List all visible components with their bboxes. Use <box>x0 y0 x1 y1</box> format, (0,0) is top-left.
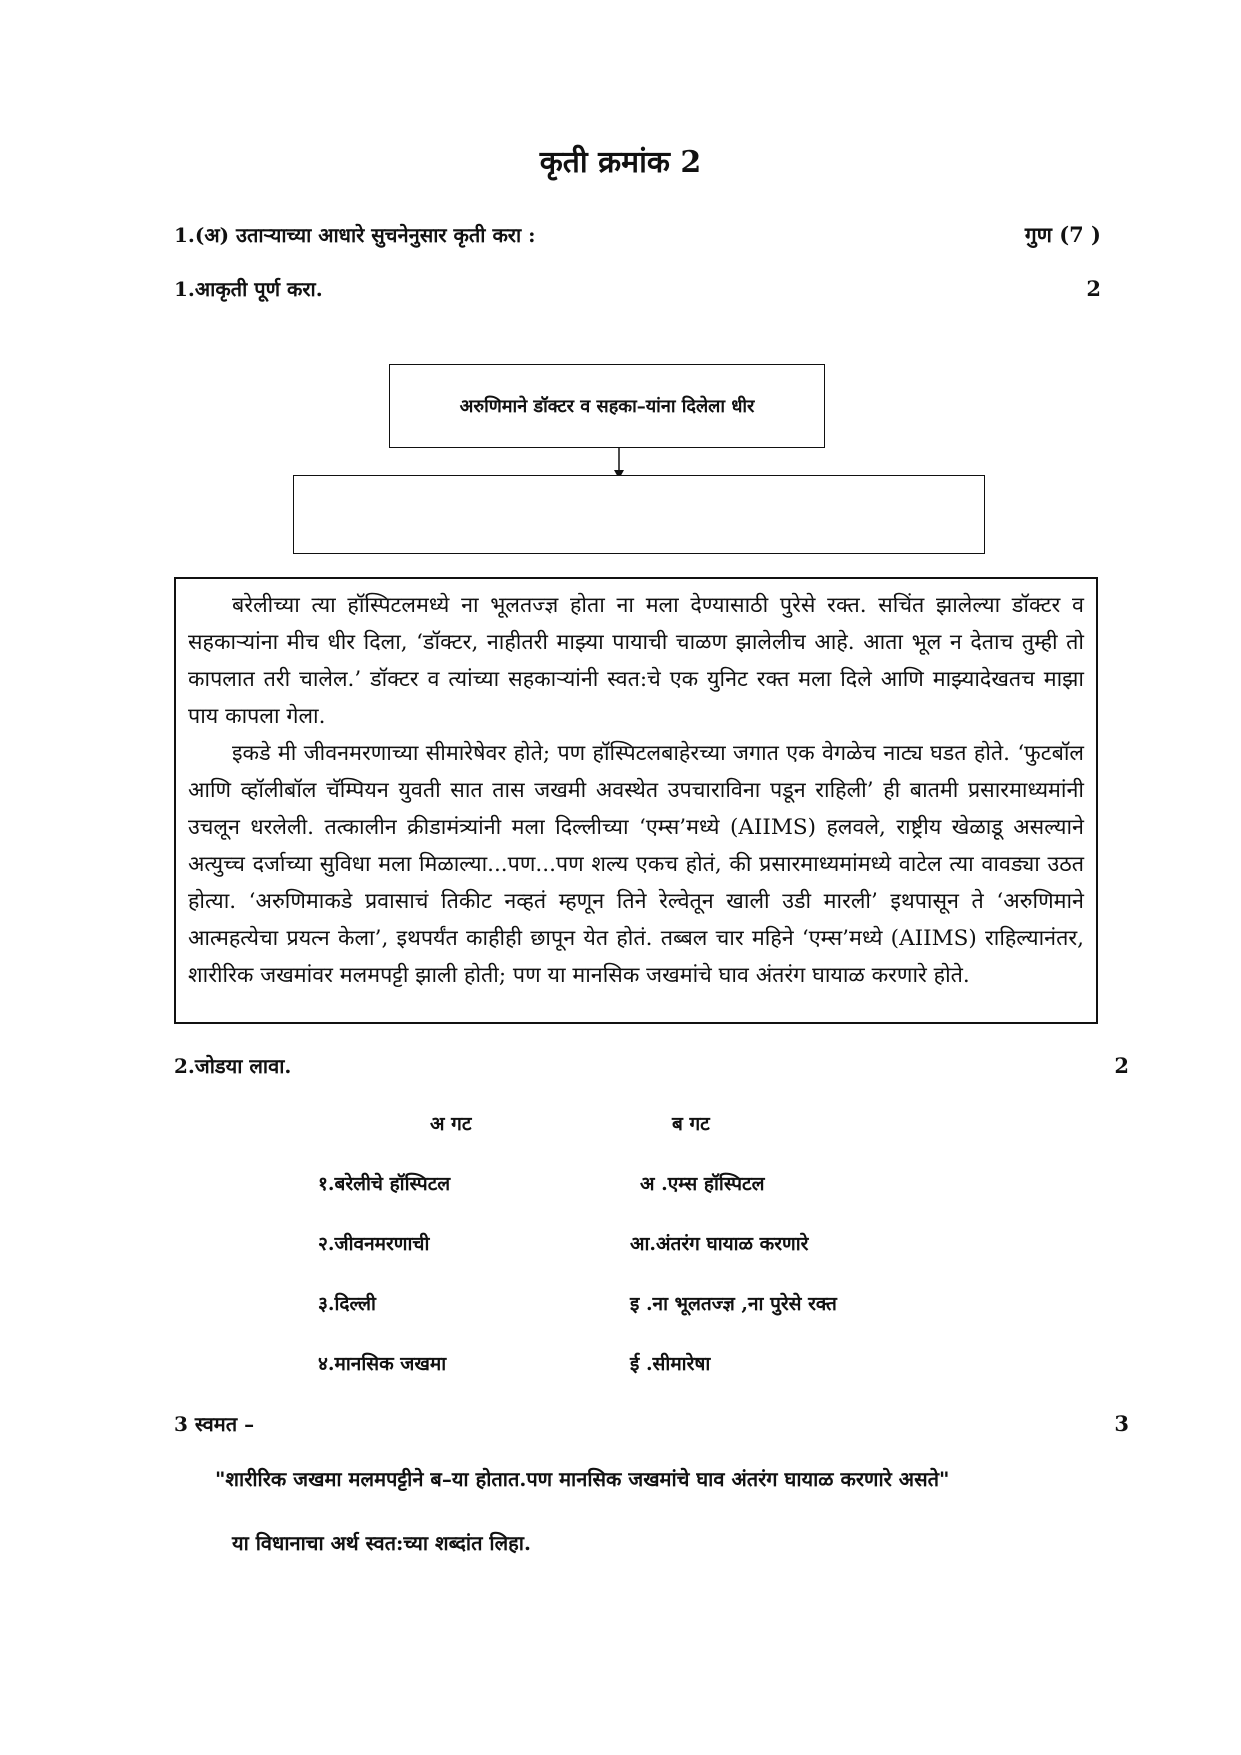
diagram-answer-box[interactable] <box>293 475 985 554</box>
q2-marks: 2 <box>1114 1053 1129 1078</box>
passage-box <box>174 577 1098 1024</box>
match-a-item: ३.दिल्ली <box>318 1293 376 1315</box>
passage-paragraph: बरेलीच्या त्या हॉस्पिटलमध्ये ना भूलतज्ज्ञ होता ना मला देण्यासाठी पुरेसे रक्त. सचिंत झालेल्या डॉक्टर व सहकाऱ्यांना मीच धीर दिला, ‘डॉक्टर, नाहीतरी माझ्या पायाची चाळण झालेलीच आहे. आता भूल न देताच तुम्ही तो कापलात तरी चालेल.’ डॉक्टर व त्यांच्या सहकाऱ्यांनी स्वत:चे एक युनिट रक्त मला दिले आणि माझ्यादेखतच माझा पाय कापला गेला. <box>188 593 1084 729</box>
q1-label: 1.आकृती पूर्ण करा. <box>174 277 323 301</box>
q3-label: 3 स्वमत – <box>174 1412 255 1436</box>
page-title: कृती क्रमांक 2 <box>539 145 702 180</box>
match-b-item: इ .ना भूलतज्ज्ञ ,ना पुरेसे रक्त <box>630 1293 837 1315</box>
match-a-item: १.बरेलीचे हॉस्पिटल <box>318 1173 451 1195</box>
q2-label: 2.जोडया लावा. <box>174 1054 292 1078</box>
q3-marks: 3 <box>1114 1411 1129 1436</box>
match-b-item: ई .सीमारेषा <box>630 1353 711 1375</box>
match-b-item: आ.अंतरंग घायाळ करणारे <box>630 1233 809 1255</box>
q1-marks: 2 <box>1086 276 1101 301</box>
diagram-top-text: अरुणिमाने डॉक्टर व सहका–यांना दिलेला धीर <box>459 396 755 417</box>
match-col-b-header: ब गट <box>672 1113 710 1135</box>
diagram-top-box <box>389 364 825 448</box>
passage-paragraph: इकडे मी जीवनमरणाच्या सीमारेषेवर होते; पण हॉस्पिटलबाहेरच्या जगात एक वेगळेच नाट्य घडत होते. ‘फुटबॉल आणि व्हॉलीबॉल चॅम्पियन युवती सात तास जखमी अवस्थेत उपचाराविना पडून राहिली’ ही बातमी प्रसारमाध्यमांनी उचलून धरलेली. तत्कालीन क्रीडामंत्र्यांनी मला दिल्लीच्या ‘एम्स’मध्ये (AIIMS) हलवले, राष्ट्रीय खेळाडू असल्याने अत्युच्च दर्जाच्या सुविधा मला मिळाल्या...पण...पण शल्य एकच होतं, की प्रसारमाध्यमांमध्ये वाटेल त्या वावड्या उठत होत्या. ‘अरुणिमाकडे प्रवासाचं तिकीट नव्हतं म्हणून तिने रेल्वेतून खाली उडी मारली’ इथपासून ते ‘अरुणिमाने आत्महत्येचा प्रयत्न केला’, इथपर्यंत काहीही छापून येत होतं. तब्बल चार महिने ‘एम्स’मध्ये (AIIMS) राहिल्यानंतर, शारीरिक जखमांवर मलमपट्टी झाली होती; पण या मानसिक जखमांचे घाव अंतरंग घायाळ करणारे होते. <box>188 741 1084 988</box>
match-a-item: ४.मानसिक जखमा <box>318 1353 447 1375</box>
section-heading: 1.(अ) उताऱ्याच्या आधारे सुचनेनुसार कृती करा : <box>174 223 536 247</box>
match-b-item: अ .एम्स हॉस्पिटल <box>640 1173 765 1195</box>
match-col-a-header: अ गट <box>430 1113 472 1135</box>
opinion-instruction: या विधानाचा अर्थ स्वत:च्या शब्दांत लिहा. <box>232 1531 531 1555</box>
match-a-item: २.जीवनमरणाची <box>318 1233 430 1255</box>
opinion-quote: "शारीरिक जखमा मलमपट्टीने ब–या होतात.पण मानसिक जखमांचे घाव अंतरंग घायाळ करणारे असते" <box>215 1467 950 1491</box>
section-marks: गुण (7 ) <box>1024 222 1101 247</box>
